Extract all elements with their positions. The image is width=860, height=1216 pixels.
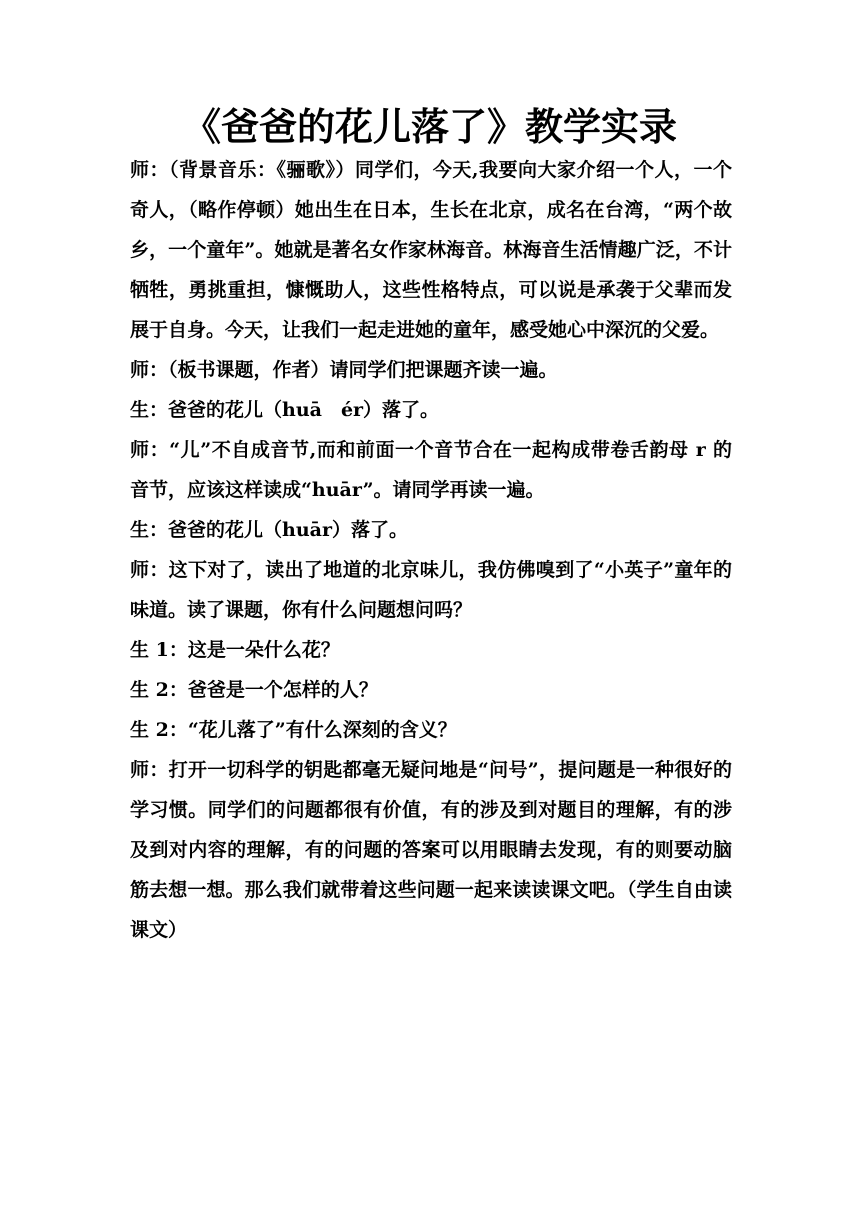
paragraph-intro: 师：（背景音乐：《骊歌》）同学们，今天,我要向大家介绍一个人，一个奇人，（略作停顿）她出生在日本，生长在北京，成名在台湾，“两个故乡，一个童年”。她就是著名女作家林海音。林海音生活情趣广泛，不计牺牲，勇挑重担，慷慨助人，这些性格特点，可以说是承袭于父辈而发展于自身。今天，让我们一起走进她的童年，感受她心中深沉的父爱。 [130, 159, 732, 341]
paragraph-student-reading-2: 生：爸爸的花儿（huār）落了。 [130, 519, 408, 541]
document-body [130, 150, 732, 950]
paragraph-student-reading-1: 生：爸爸的花儿（huā ér）落了。 [130, 399, 440, 421]
paragraph-teacher-question: 师：这下对了，读出了地道的北京味儿，我仿佛嗅到了“小英子”童年的味道。读了课题，你有什么问题想问吗？ [130, 559, 732, 621]
paragraph-student-question-1: 生 1：这是一朵什么花？ [130, 639, 340, 661]
document-title: 《爸爸的花儿落了》教学实录 [182, 104, 677, 149]
paragraph-teacher-conclusion: 师：打开一切科学的钥匙都毫无疑问地是“问号”，提问题是一种很好的学习惯。同学们的问题都很有价值，有的涉及到对题目的理解，有的涉及到对内容的理解，有的问题的答案可以用眼睛去发现，有的则要动脑筋去想一想。那么我们就带着这些问题一起来读读课文吧。（学生自由读课文） [130, 759, 732, 941]
paragraph-read-title: 师：（板书课题，作者）请同学们把课题齐读一遍。 [130, 359, 558, 381]
paragraph-erhua-explanation: 师：“儿”不自成音节,而和前面一个音节合在一起构成带卷舌韵母 r 的音节，应该这样读成“huār”。请同学再读一遍。 [130, 439, 732, 501]
paragraph-student-question-3: 生 2：“花儿落了”有什么深刻的含义？ [130, 719, 457, 741]
paragraph-student-question-2: 生 2：爸爸是一个怎样的人？ [130, 679, 378, 701]
